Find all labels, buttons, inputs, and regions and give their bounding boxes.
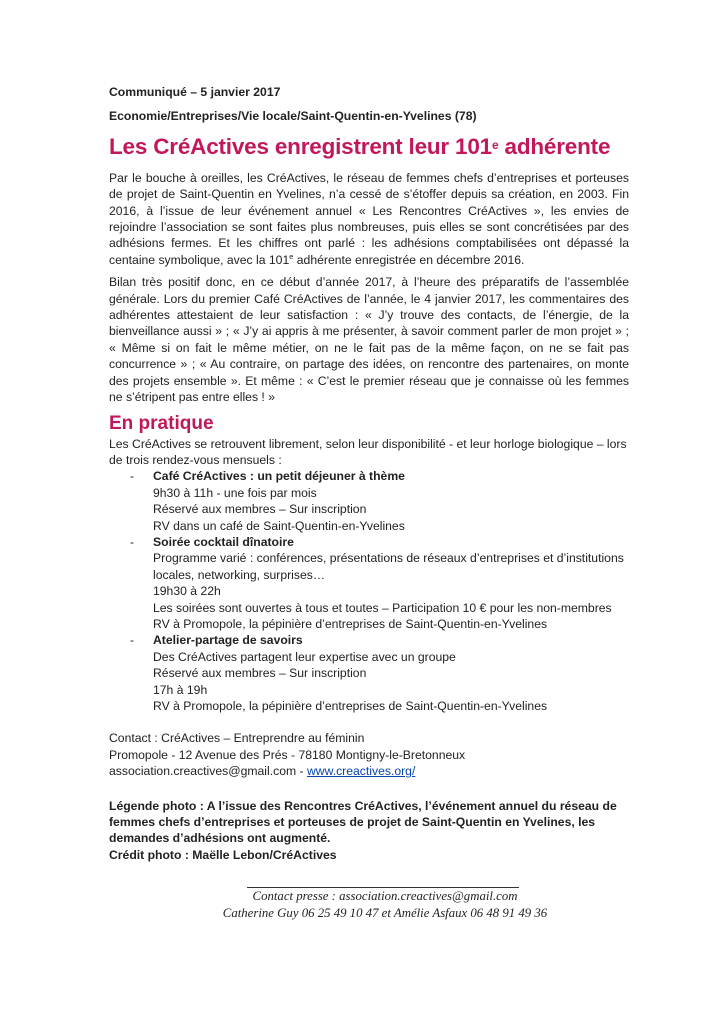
event-detail: 19h30 à 22h (153, 584, 221, 599)
event-title: Atelier-partage de savoirs (153, 633, 303, 648)
event-detail: Réservé aux membres – Sur inscription (153, 666, 367, 681)
event-detail: Les soirées sont ouvertes à tous et toutes – Participation 10 € pour les non-membres (153, 600, 612, 615)
event-detail: Programme varié : conférences, présentations de réseaux d’entreprises et d’institutions locales, networking, surprises… (153, 551, 624, 582)
bullet-dash: - (130, 534, 135, 549)
footer-divider (247, 887, 519, 888)
headline (109, 133, 629, 161)
list-item (109, 632, 629, 714)
press-footer (205, 887, 565, 922)
email-text: association.creactives@gmail.com - (109, 764, 307, 779)
headline-superscript: e (491, 137, 499, 152)
intro-p1-sup: e (289, 251, 294, 261)
section-heading-pratique: En pratique (109, 412, 214, 434)
list-item (109, 468, 629, 534)
press-contact: Contact presse : association.creactives@gmail.com (252, 889, 518, 903)
contact-block (109, 730, 629, 779)
intro-p1-a: Par le bouche à oreilles, les CréActives, le réseau de femmes chefs d’entreprises et porteuses de projet de Saint-Quentin en Yvelines, n’a cessé de s’étoffer depuis sa création, en 2003. Fin 2016, à l’issue de leur événement annuel « Les Rencontres CréActives », les envies de rejoindre l’association se sont faites plus nombreuses, puis elles se sont concrétisées par des adhésions fermes. Et les chiffres ont parlé : les adhésions comptabilisées ont dépassé la centaine symbolique, avec la 101 (109, 170, 629, 267)
website-link[interactable]: www.creactives.org/ (306, 764, 416, 779)
list-item (109, 534, 629, 632)
categories-line: Economie/Entreprises/Vie locale/Saint-Quentin-en-Yvelines (78) (109, 109, 477, 124)
release-date: Communiqué – 5 janvier 2017 (109, 85, 281, 99)
event-detail: 9h30 à 11h - une fois par mois (153, 485, 317, 500)
event-detail: RV dans un café de Saint-Quentin-en-Yvelines (153, 518, 405, 533)
event-detail: RV à Promopole, la pépinière d’entreprises de Saint-Quentin-en-Yvelines (153, 699, 548, 713)
testimonials-paragraph: Bilan très positif donc, en ce début d’année 2017, à l’heure des préparatifs de l’assemblée générale. Lors du premier Café CréActives de l’année, le 4 janvier 2017, les commentaires des adhérentes attestaient de leur satisfaction : « J’y trouve des contacts, de l’énergie, de la bienveillance aussi » ; « J’y ai appris à me présenter, à savoir comment parler de mon projet » ; « Même si on fait le même métier, on ne le fait pas de la même façon, on ne se fait pas concurrence » ; « Au contraire, on partage des idées, on rencontre des partenaires, on monte des projets ensemble ». Et même : « C’est le premier réseau que je connaisse où les femmes ne s’étripent pas entre elles ! » (109, 275, 629, 405)
document-page (109, 84, 629, 863)
photo-caption: Légende photo : A l’issue des Rencontres CréActives, l’événement annuel du réseau de femmes chefs d’entreprises et porteuses de projet de Saint-Quentin en Yvelines, les demandes d’adhésions ont augmenté. (109, 798, 617, 846)
headline-text: Les CréActives enregistrent leur 101 (109, 133, 492, 159)
events-list (109, 468, 629, 714)
event-detail: 17h à 19h (153, 682, 208, 697)
event-detail: Des CréActives partagent leur expertise avec un groupe (153, 649, 456, 664)
event-title: Café CréActives : un petit déjeuner à thème (153, 469, 405, 484)
event-detail: Réservé aux membres – Sur inscription (153, 502, 367, 517)
bullet-dash: - (130, 633, 135, 648)
press-names: Catherine Guy 06 25 49 10 47 et Amélie Asfaux 06 48 91 49 36 (222, 906, 548, 920)
intro-p1-b: adhérente enregistrée en décembre 2016. (293, 252, 525, 267)
email-line (109, 763, 629, 779)
photo-credit: Crédit photo : Maëlle Lebon/CréActives (109, 847, 337, 862)
contact-line: Contact : CréActives – Entreprendre au féminin (109, 731, 365, 746)
address-line: Promopole - 12 Avenue des Prés - 78180 Montigny-le-Bretonneux (109, 747, 466, 762)
bullet-dash: - (130, 469, 135, 484)
photo-legend (109, 798, 629, 864)
event-detail: RV à Promopole, la pépinière d’entreprises de Saint-Quentin-en-Yvelines (153, 616, 548, 631)
event-title: Soirée cocktail dînatoire (153, 534, 294, 549)
pratique-intro: Les CréActives se retrouvent librement, selon leur disponibilité - et leur horloge biologique – lors de trois rendez-vous mensuels : (109, 436, 627, 467)
intro-paragraph (109, 170, 629, 268)
headline-end: adhérente (498, 133, 611, 159)
